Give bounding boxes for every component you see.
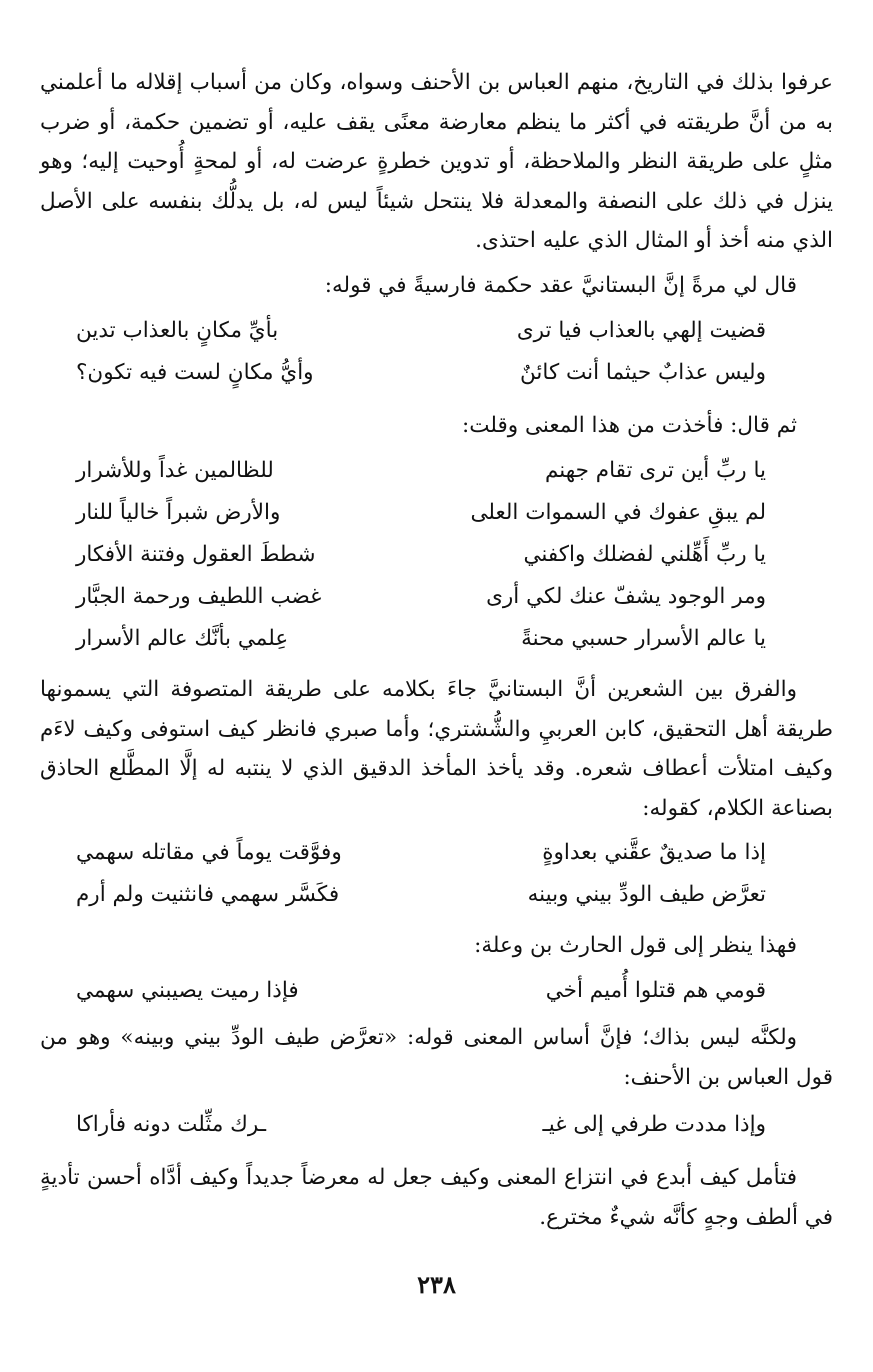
verse-first-hemistich: لم يبقِ عفوك في السموات العلى bbox=[470, 500, 766, 525]
verse-second-hemistich: والأرض شبراً خالياً للنار bbox=[76, 500, 281, 525]
paragraph-3: ولكنَّه ليس بذاك؛ فإنَّ أساس المعنى قوله: «تعرَّض طيف الودِّ بيني وبينه» وهو من قول العباس بن الأحنف: bbox=[40, 1025, 833, 1090]
verse bbox=[76, 878, 766, 918]
verse-first-hemistich: وإذا مددت طرفي إلى غيـ bbox=[542, 1112, 766, 1137]
verse bbox=[76, 538, 766, 578]
paragraph-4: فتأمل كيف أبدع في انتزاع المعنى وكيف جعل له معرضاً جديداً وكيف أدَّاه أحسن تأديةٍ في ألطف وجهٍ كأنَّه شيءٌ مخترع. bbox=[40, 1165, 833, 1230]
verse-second-hemistich: بأيِّ مكانٍ بالعذاب تدين bbox=[76, 318, 279, 343]
verse-second-hemistich: شططَ العقول وفتنة الأفكار bbox=[76, 542, 316, 567]
verse-second-hemistich: للظالمين غداً وللأشرار bbox=[76, 458, 274, 483]
verse-second-hemistich: فإذا رميت يصيبني سهمي bbox=[76, 978, 299, 1003]
verse-second-hemistich: عِلمي بأنَّك عالم الأسرار bbox=[76, 626, 289, 651]
paragraph-2: والفرق بين الشعرين أنَّ البستانيَّ جاءَ بكلامه على طريقة المتصوفة التي يسمونها طريقة أهل التحقيق، كابن العربيِ والشُّشتري؛ وأما صبري فانظر كيف استوفى وكيف لاءَم وكيف امتلأت أعطاف شعره. وقد يأخذ المأخذ الدقيق الذي لا ينتبه له إلَّا المطَّلع الحاذق بصناعة الكلام، كقوله: bbox=[40, 677, 833, 821]
verse-first-hemistich: إذا ما صديقٌ عقَّني بعداوةٍ bbox=[542, 840, 766, 865]
verse bbox=[76, 974, 766, 1014]
verse-first-hemistich: وليس عذابٌ حيثما أنت كائنٌ bbox=[520, 360, 766, 385]
verse-second-hemistich: غضب اللطيف ورحمة الجبَّار bbox=[76, 584, 322, 609]
verse bbox=[76, 356, 766, 396]
verse-first-hemistich: يا ربِّ أين ترى تقام جهنم bbox=[544, 458, 766, 483]
verse-second-hemistich: وأيُّ مكانٍ لست فيه تكون؟ bbox=[76, 360, 314, 385]
paragraph-1: عرفوا بذلك في التاريخ، منهم العباس بن الأحنف وسواه، وكان من أسباب إقلاله ما أعلمني به من أنَّ طريقته في أكثر ما ينظم معارضة معنًى يقف عليه، أو تضمين حكمة، أو ضرب مثلٍ على طريقة النظر والملاحظة، أو تدوين خطرةٍ عرضت له، أو لمحةٍ أُوحيت إليه؛ وهو ينزل في ذلك على النصفة والمعدلة فلا ينتحل شيئاً ليس له، بل يدلُّك بنفسه على الأصل الذي منه أخذ أو المثال الذي عليه احتذى. bbox=[40, 70, 833, 253]
verse-second-hemistich: فكَسَّر سهمي فانثنيت ولم أرم bbox=[76, 882, 340, 907]
page-number: ٢٣٨ bbox=[417, 1270, 456, 1299]
verse-first-hemistich: ومر الوجود يشفّ عنك لكي أرى bbox=[486, 584, 766, 609]
verse-second-hemistich: وفوَّقت يوماً في مقاتله سهمي bbox=[76, 840, 342, 865]
intro-line-3: فهذا ينظر إلى قول الحارث بن وعلة: bbox=[474, 933, 797, 958]
verse bbox=[76, 454, 766, 494]
verse bbox=[76, 836, 766, 876]
verse-first-hemistich: قضيت إلهي بالعذاب فيا ترى bbox=[516, 318, 766, 343]
verse-second-hemistich: ـرك مثِّلت دونه فأراكا bbox=[76, 1112, 267, 1137]
verse-first-hemistich: يا عالم الأسرار حسبي محنةً bbox=[521, 626, 766, 651]
verse bbox=[76, 622, 766, 662]
verse-first-hemistich: يا ربِّ أَهِّلني لفضلك واكفني bbox=[523, 542, 766, 567]
verse-first-hemistich: قومي هم قتلوا أُميم أخي bbox=[545, 978, 766, 1003]
verse bbox=[76, 1108, 766, 1148]
intro-line-1: قال لي مرةً إنَّ البستانيَّ عقد حكمة فارسيةً في قوله: bbox=[324, 273, 797, 298]
verse bbox=[76, 580, 766, 620]
intro-line-2: ثم قال: فأخذت من هذا المعنى وقلت: bbox=[462, 413, 797, 438]
verse-first-hemistich: تعرَّض طيف الودِّ بيني وبينه bbox=[527, 882, 766, 907]
verse bbox=[76, 314, 766, 354]
verse bbox=[76, 496, 766, 536]
